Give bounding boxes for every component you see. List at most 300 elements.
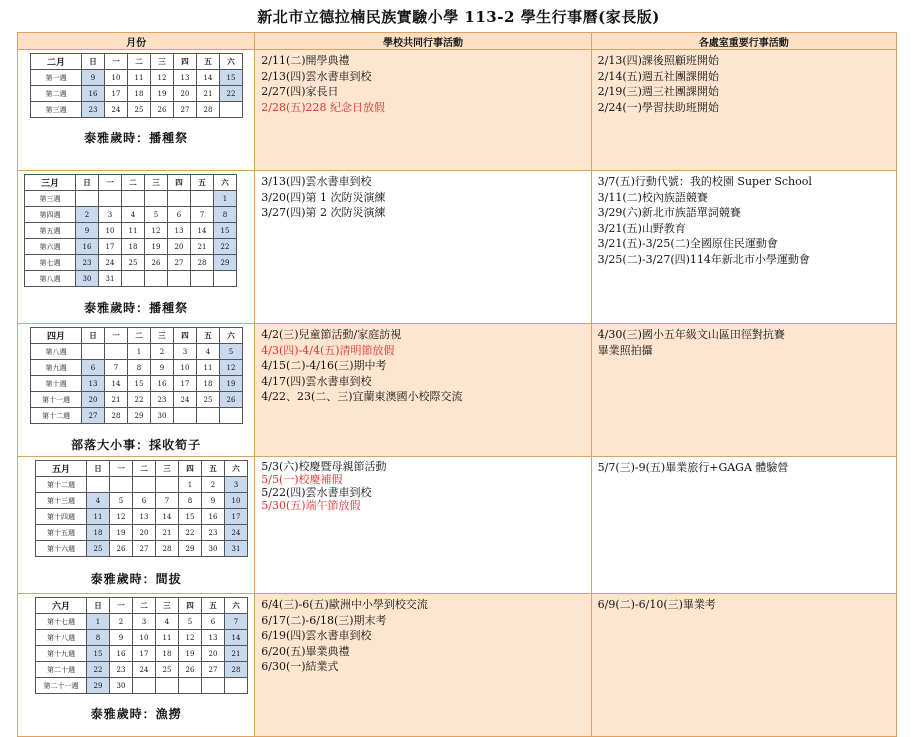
calendar-day: 25	[87, 541, 110, 557]
week-label: 第九週	[31, 360, 82, 376]
calendar-week-row	[25, 223, 237, 239]
office-events-list	[592, 171, 896, 267]
calendar-day: 25	[128, 102, 151, 118]
month-name: 六月	[36, 598, 87, 614]
calendar-day: 19	[220, 376, 243, 392]
calendar-week-row	[25, 239, 237, 255]
school-events-cell	[255, 171, 591, 324]
office-event: 2/14(五)週五社團課開始	[597, 69, 719, 83]
calendar-day	[122, 271, 145, 287]
calendar-day: 29	[87, 678, 110, 694]
calendar-week-row	[36, 630, 248, 646]
weekday-header: 六	[225, 598, 248, 614]
calendar-day: 5	[220, 344, 243, 360]
calendar-day: 18	[87, 525, 110, 541]
weekday-header: 六	[220, 54, 243, 70]
calendar-day: 27	[133, 541, 156, 557]
calendar-day	[156, 477, 179, 493]
calendar-day: 15	[179, 509, 202, 525]
calendar-day: 27	[82, 408, 105, 424]
calendar-day	[156, 678, 179, 694]
calendar-day: 20	[168, 239, 191, 255]
calendar-day: 21	[105, 392, 128, 408]
calendar-day: 29	[128, 408, 151, 424]
calendar-day: 3	[99, 207, 122, 223]
school-event: 6/30(一)結業式	[261, 660, 339, 673]
month-row	[18, 50, 897, 171]
calendar-day: 24	[99, 255, 122, 271]
calendar-day: 4	[122, 207, 145, 223]
calendar-day: 2	[202, 477, 225, 493]
calendar-day: 19	[110, 525, 133, 541]
office-event: 3/11(二)校內族語競賽	[597, 190, 708, 204]
calendar-day: 28	[197, 102, 220, 118]
month-cell	[18, 171, 255, 324]
week-label: 第六週	[25, 239, 76, 255]
calendar-day: 22	[220, 86, 243, 102]
calendar-day: 10	[133, 630, 156, 646]
office-event: 3/7(五)行動代號：我的校園 Super School	[597, 175, 812, 188]
calendar-sheet	[17, 32, 897, 737]
calendar-day: 6	[168, 207, 191, 223]
calendar-day: 10	[174, 360, 197, 376]
office-event: 2/13(四)課後照顧班開始	[597, 54, 719, 67]
calendar-day: 3	[174, 344, 197, 360]
calendar-week-row	[31, 360, 243, 376]
calendar-day: 29	[179, 541, 202, 557]
holiday-event: 5/5(一)校慶補假	[261, 473, 343, 486]
calendar-day: 9	[202, 493, 225, 509]
calendar-day: 18	[197, 376, 220, 392]
month-cell	[18, 457, 255, 594]
calendar-day	[168, 271, 191, 287]
week-label: 第十四週	[36, 509, 87, 525]
calendar-day: 1	[87, 614, 110, 630]
calendar-day	[133, 678, 156, 694]
calendar-day: 12	[151, 70, 174, 86]
calendar-header-row	[36, 461, 248, 477]
month-caption: 泰雅歲時：漁撈	[90, 707, 182, 721]
office-event: 2/24(一)學習扶助班開始	[597, 100, 719, 114]
calendar-day: 9	[82, 70, 105, 86]
office-event: 4/30(三)國小五年級文山區田徑對抗賽	[597, 328, 785, 341]
weekday-header: 日	[82, 54, 105, 70]
school-event: 3/27(四)第 2 次防災演練	[261, 206, 386, 219]
calendar-week-row	[36, 662, 248, 678]
calendar-day: 2	[76, 207, 99, 223]
calendar-day: 23	[110, 662, 133, 678]
school-event: 4/17(四)雲水書車到校	[261, 374, 372, 388]
calendar-week-row	[31, 86, 243, 102]
calendar-day: 25	[156, 662, 179, 678]
calendar-day: 21	[156, 525, 179, 541]
calendar-day: 13	[174, 70, 197, 86]
weekday-header: 日	[76, 175, 99, 191]
week-label: 第五週	[25, 223, 76, 239]
month-row	[18, 594, 897, 737]
mini-calendar	[24, 174, 237, 287]
calendar-header-row	[36, 598, 248, 614]
weekday-header: 二	[133, 461, 156, 477]
school-event: 6/4(三)-6(五)歐洲中小學到校交流	[261, 598, 428, 611]
calendar-day: 26	[220, 392, 243, 408]
school-event: 3/20(四)第 1 次防災演練	[261, 190, 386, 204]
office-event: 2/19(三)週三社團課開始	[597, 85, 719, 98]
calendar-day: 14	[197, 70, 220, 86]
weekday-header: 日	[87, 598, 110, 614]
calendar-week-row	[31, 408, 243, 424]
month-caption: 泰雅歲時：播種祭	[84, 131, 189, 145]
calendar-week-row	[36, 678, 248, 694]
school-event: 4/2(三)兒童節活動/家庭訪視	[261, 328, 402, 341]
holiday-event: 5/30(五)端午節放假	[261, 499, 361, 512]
week-label: 第一週	[31, 70, 82, 86]
month-name: 四月	[31, 328, 82, 344]
calendar-day	[220, 408, 243, 424]
calendar-day: 19	[151, 86, 174, 102]
calendar-day: 6	[133, 493, 156, 509]
office-event: 畢業照拍攝	[597, 343, 653, 357]
school-event: 6/20(五)畢業典禮	[261, 644, 350, 658]
week-label: 第十七週	[36, 614, 87, 630]
calendar-day: 5	[110, 493, 133, 509]
week-label: 第十九週	[36, 646, 87, 662]
page-title: 新北市立德拉楠民族實驗小學 113-2 學生行事曆(家長版)	[257, 8, 660, 26]
calendar-week-row	[25, 271, 237, 287]
calendar-day	[174, 408, 197, 424]
calendar-day: 11	[128, 70, 151, 86]
calendar-day: 17	[225, 509, 248, 525]
school-event: 6/17(二)-6/18(三)期末考	[261, 613, 387, 627]
week-label: 第四週	[25, 207, 76, 223]
calendar-day: 22	[179, 525, 202, 541]
calendar-day: 8	[87, 630, 110, 646]
office-events-list	[592, 50, 896, 115]
header-row	[18, 33, 897, 50]
school-event: 4/22、23(二、三)宜蘭東澳國小校際交流	[261, 390, 463, 403]
school-events-cell	[255, 457, 591, 594]
month-caption: 泰雅歲時：間拔	[90, 572, 182, 586]
office-events-cell	[591, 50, 896, 171]
calendar-day: 4	[197, 344, 220, 360]
week-label: 第八週	[31, 344, 82, 360]
calendar-day: 20	[133, 525, 156, 541]
school-event: 2/27(四)家長日	[261, 85, 339, 98]
calendar-week-row	[25, 255, 237, 271]
calendar-day	[191, 271, 214, 287]
calendar-day: 14	[191, 223, 214, 239]
calendar-day: 11	[156, 630, 179, 646]
calendar-day	[202, 678, 225, 694]
calendar-day	[145, 191, 168, 207]
calendar-day: 23	[151, 392, 174, 408]
weekday-header: 五	[191, 175, 214, 191]
month-name: 二月	[31, 54, 82, 70]
header-month: 月份	[18, 33, 255, 50]
header-school-events: 學校共同行事活動	[255, 33, 591, 50]
calendar-day: 12	[145, 223, 168, 239]
calendar-day	[168, 191, 191, 207]
calendar-day: 16	[82, 86, 105, 102]
calendar-week-row	[31, 376, 243, 392]
calendar-day: 1	[179, 477, 202, 493]
calendar-day: 12	[220, 360, 243, 376]
calendar-day: 24	[225, 525, 248, 541]
office-events-list	[592, 324, 896, 358]
calendar-day: 8	[214, 207, 237, 223]
month-name: 三月	[25, 175, 76, 191]
calendar-day: 13	[133, 509, 156, 525]
calendar-day: 5	[145, 207, 168, 223]
calendar-day: 23	[202, 525, 225, 541]
calendar-day: 7	[156, 493, 179, 509]
calendar-day: 31	[225, 541, 248, 557]
calendar-week-row	[31, 70, 243, 86]
school-event: 5/3(六)校慶暨母親節活動	[261, 460, 387, 473]
calendar-day: 9	[110, 630, 133, 646]
calendar-day: 28	[105, 408, 128, 424]
calendar-day: 6	[82, 360, 105, 376]
weekday-header: 一	[99, 175, 122, 191]
calendar-day: 23	[76, 255, 99, 271]
calendar-week-row	[36, 493, 248, 509]
month-caption: 泰雅歲時：播種祭	[84, 301, 189, 315]
calendar-day: 7	[105, 360, 128, 376]
calendar-day: 21	[191, 239, 214, 255]
weekday-header: 三	[151, 328, 174, 344]
calendar-day: 14	[225, 630, 248, 646]
school-event: 6/19(四)雲水書車到校	[261, 629, 372, 642]
calendar-day: 6	[202, 614, 225, 630]
calendar-day: 7	[191, 207, 214, 223]
calendar-week-row	[36, 646, 248, 662]
office-events-cell	[591, 324, 896, 457]
weekday-header: 一	[105, 328, 128, 344]
calendar-day: 20	[202, 646, 225, 662]
weekday-header: 五	[197, 328, 220, 344]
calendar-day: 3	[225, 477, 248, 493]
weekday-header: 日	[87, 461, 110, 477]
calendar-day: 14	[105, 376, 128, 392]
calendar-day: 16	[202, 509, 225, 525]
week-label: 第十週	[31, 376, 82, 392]
calendar-day: 9	[151, 360, 174, 376]
weekday-header: 六	[225, 461, 248, 477]
week-label: 第二週	[31, 86, 82, 102]
calendar-week-row	[31, 392, 243, 408]
calendar-day: 15	[220, 70, 243, 86]
calendar-week-row	[36, 614, 248, 630]
month-row	[18, 171, 897, 324]
calendar-week-row	[36, 477, 248, 493]
calendar-day: 10	[225, 493, 248, 509]
school-events-cell	[255, 324, 591, 457]
calendar-day: 12	[110, 509, 133, 525]
weekday-header: 四	[174, 54, 197, 70]
school-event: 2/13(四)雲水書車到校	[261, 69, 372, 83]
office-event: 6/9(二)-6/10(三)畢業考	[597, 598, 716, 611]
calendar-day	[76, 191, 99, 207]
weekday-header: 四	[174, 328, 197, 344]
calendar-day: 25	[197, 392, 220, 408]
weekday-header: 三	[156, 461, 179, 477]
office-event: 3/21(五)-3/25(二)全國原住民運動會	[597, 237, 778, 250]
calendar-day: 7	[225, 614, 248, 630]
weekday-header: 二	[128, 328, 151, 344]
calendar-day: 8	[128, 360, 151, 376]
calendar-day: 13	[168, 223, 191, 239]
school-events-list	[255, 171, 590, 221]
calendar-day	[225, 678, 248, 694]
calendar-day: 22	[128, 392, 151, 408]
calendar-day	[220, 102, 243, 118]
week-label: 第十二週	[36, 477, 87, 493]
school-events-cell	[255, 50, 591, 171]
calendar-day: 30	[110, 678, 133, 694]
calendar-week-row	[36, 525, 248, 541]
calendar-week-row	[25, 207, 237, 223]
week-label: 第七週	[25, 255, 76, 271]
calendar-day: 23	[82, 102, 105, 118]
school-events-cell	[255, 594, 591, 737]
office-event: 3/21(五)山野教育	[597, 221, 686, 235]
week-label: 第十八週	[36, 630, 87, 646]
calendar-day: 3	[133, 614, 156, 630]
week-label: 第十一週	[31, 392, 82, 408]
calendar-day: 24	[133, 662, 156, 678]
week-label: 第三週	[31, 102, 82, 118]
calendar-day: 9	[76, 223, 99, 239]
calendar-week-row	[31, 344, 243, 360]
calendar-day: 30	[76, 271, 99, 287]
mini-calendar	[30, 53, 243, 118]
school-event: 5/22(四)雲水書車到校	[261, 486, 372, 499]
calendar-day: 18	[156, 646, 179, 662]
month-cell	[18, 324, 255, 457]
calendar-day: 8	[179, 493, 202, 509]
office-events-list	[592, 457, 896, 476]
weekday-header: 四	[179, 598, 202, 614]
calendar-day: 2	[110, 614, 133, 630]
calendar-day: 30	[151, 408, 174, 424]
calendar-day: 13	[202, 630, 225, 646]
calendar-day	[145, 271, 168, 287]
calendar-day	[82, 344, 105, 360]
school-events-list	[255, 50, 590, 115]
weekday-header: 三	[151, 54, 174, 70]
calendar-day: 28	[225, 662, 248, 678]
weekday-header: 二	[122, 175, 145, 191]
calendar-day	[87, 477, 110, 493]
calendar-day: 21	[197, 86, 220, 102]
calendar-day: 20	[82, 392, 105, 408]
weekday-header: 二	[133, 598, 156, 614]
calendar-day: 31	[99, 271, 122, 287]
school-event: 2/11(二)開學典禮	[261, 54, 350, 67]
calendar-day: 16	[110, 646, 133, 662]
mini-calendar	[30, 327, 243, 424]
calendar-day	[110, 477, 133, 493]
calendar-day: 26	[151, 102, 174, 118]
calendar-day: 26	[179, 662, 202, 678]
calendar-day: 4	[87, 493, 110, 509]
calendar-day: 13	[82, 376, 105, 392]
weekday-header: 六	[220, 328, 243, 344]
month-row	[18, 457, 897, 594]
weekday-header: 六	[214, 175, 237, 191]
calendar-day: 17	[174, 376, 197, 392]
month-cell	[18, 594, 255, 737]
calendar-day: 29	[214, 255, 237, 271]
weekday-header: 三	[145, 175, 168, 191]
calendar-day: 26	[110, 541, 133, 557]
mini-calendar	[35, 597, 248, 694]
calendar-day: 15	[87, 646, 110, 662]
calendar-day: 15	[214, 223, 237, 239]
weekday-header: 四	[179, 461, 202, 477]
calendar-day: 26	[145, 255, 168, 271]
calendar-day: 14	[156, 509, 179, 525]
calendar-day: 17	[99, 239, 122, 255]
week-label: 第二十一週	[36, 678, 87, 694]
school-events-list	[255, 457, 590, 512]
holiday-event: 4/3(四)-4/4(五)清明節放假	[261, 343, 395, 357]
month-cell	[18, 50, 255, 171]
calendar-week-row	[31, 102, 243, 118]
calendar-header-row	[31, 54, 243, 70]
calendar-day: 19	[179, 646, 202, 662]
calendar-day: 17	[133, 646, 156, 662]
weekday-header: 一	[110, 598, 133, 614]
calendar-day: 1	[128, 344, 151, 360]
calendar-day: 15	[128, 376, 151, 392]
calendar-day: 10	[99, 223, 122, 239]
calendar-day: 16	[76, 239, 99, 255]
weekday-header: 五	[202, 598, 225, 614]
calendar-day: 12	[179, 630, 202, 646]
office-event: 5/7(三)-9(五)畢業旅行+GAGA 體驗營	[597, 461, 789, 474]
calendar-day: 22	[87, 662, 110, 678]
school-event: 3/13(四)雲水書車到校	[261, 175, 372, 188]
month-row	[18, 324, 897, 457]
weekday-header: 二	[128, 54, 151, 70]
school-event: 4/15(二)-4/16(三)期中考	[261, 359, 387, 372]
calendar-day	[105, 344, 128, 360]
calendar-day	[179, 678, 202, 694]
week-label: 第十二週	[31, 408, 82, 424]
office-events-cell	[591, 594, 896, 737]
week-label: 第八週	[25, 271, 76, 287]
week-label: 第三週	[25, 191, 76, 207]
school-events-list	[255, 324, 590, 405]
weekday-header: 三	[156, 598, 179, 614]
calendar-week-row	[25, 191, 237, 207]
office-events-cell	[591, 457, 896, 594]
calendar-day: 11	[122, 223, 145, 239]
weekday-header: 一	[110, 461, 133, 477]
calendar-day: 2	[151, 344, 174, 360]
calendar-day: 18	[122, 239, 145, 255]
calendar-day: 25	[122, 255, 145, 271]
calendar-day	[191, 191, 214, 207]
calendar-day: 27	[168, 255, 191, 271]
calendar-day	[133, 477, 156, 493]
calendar-day: 30	[202, 541, 225, 557]
month-caption: 部落大小事：採收筍子	[71, 438, 202, 452]
calendar-day: 1	[214, 191, 237, 207]
calendar-header-row	[31, 328, 243, 344]
calendar-week-row	[36, 509, 248, 525]
